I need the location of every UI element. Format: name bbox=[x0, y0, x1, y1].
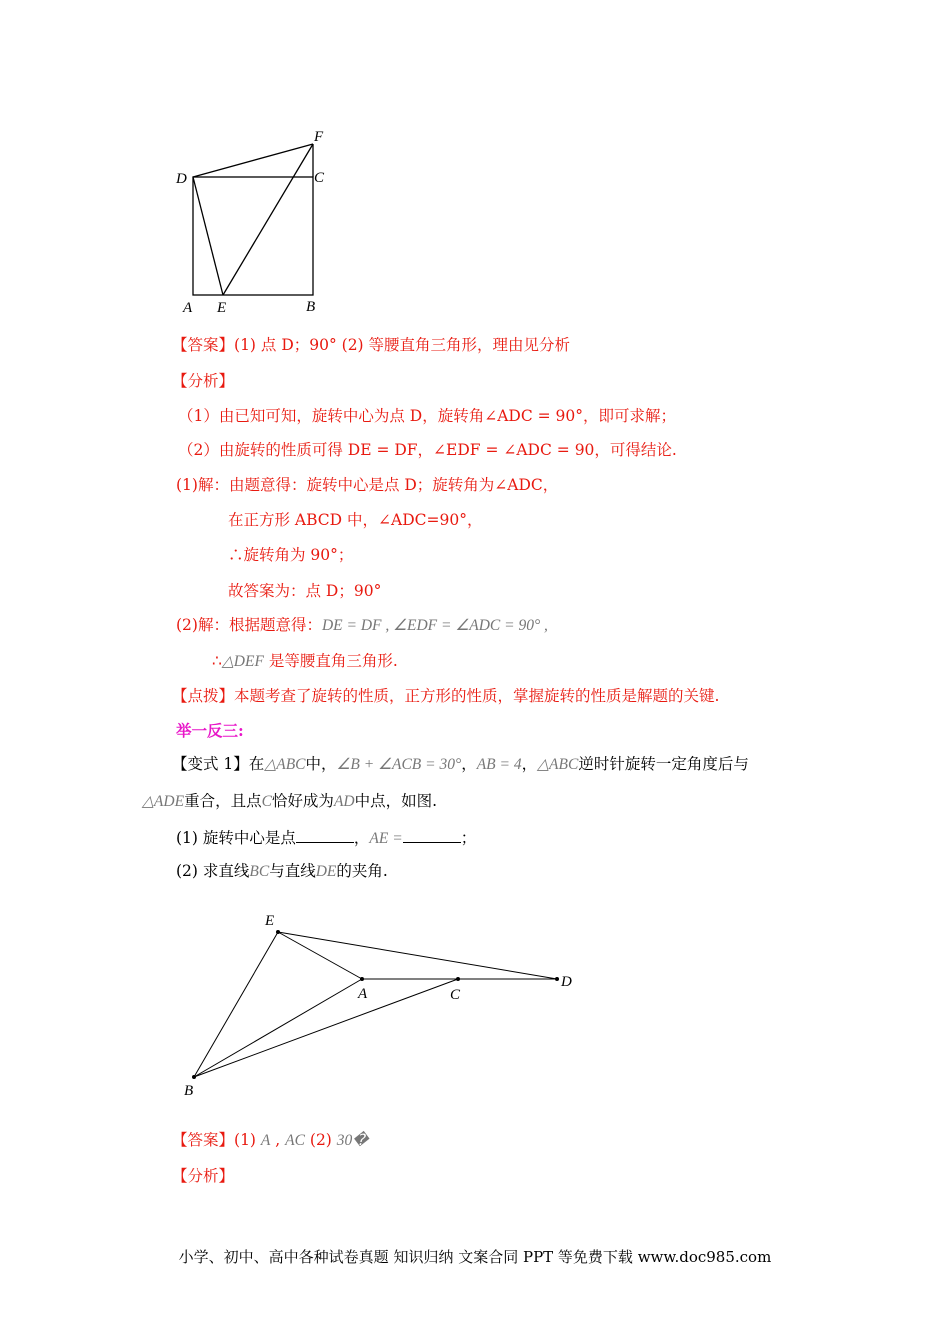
label-F: F bbox=[314, 129, 324, 145]
label-E: E bbox=[217, 300, 227, 316]
question-1: (1) 旋转中心是点 ，AE = ； bbox=[176, 826, 476, 850]
solution-2a: (2)解：根据题意得：DE = DF , ∠EDF = ∠ADC = 90° , bbox=[176, 616, 548, 634]
label-B2: B bbox=[184, 1083, 194, 1099]
analysis-1-tag: 【分析】 bbox=[172, 372, 235, 390]
label-C: C bbox=[314, 170, 325, 186]
analysis-2-tag: 【分析】 bbox=[172, 1167, 235, 1185]
label-E2: E bbox=[265, 913, 275, 929]
label-A2: A bbox=[358, 986, 368, 1002]
solution-1a: (1)解：由题意得：旋转中心是点 D；旋转角为∠ADC， bbox=[176, 476, 559, 494]
solution-1b: 在正方形 ABCD 中，∠ADC=90°， bbox=[228, 511, 483, 529]
section-heading: 举一反三: bbox=[176, 721, 244, 740]
label-D: D bbox=[176, 171, 187, 187]
variant-1-line2: △ADE重合，且点C恰好成为AD中点，如图. bbox=[142, 792, 438, 810]
answer-1: 【答案】(1) 点 D；90° (2) 等腰直角三角形，理由见分析 bbox=[172, 336, 571, 354]
solution-1c: ∴旋转角为 90°； bbox=[228, 546, 354, 564]
solution-2b: ∴△DEF 是等腰直角三角形. bbox=[212, 652, 398, 670]
rotation-figure bbox=[175, 905, 595, 1105]
label-D2: D bbox=[561, 974, 572, 990]
answer-2: 【答案】(1) A , AC (2) 30� bbox=[172, 1131, 369, 1149]
label-A: A bbox=[183, 300, 193, 316]
label-C2: C bbox=[450, 987, 461, 1003]
analysis-1-p2: （2）由旋转的性质可得 DE = DF，∠EDF = ∠ADC = 90，可得结论. bbox=[178, 441, 677, 459]
solution-1d: 故答案为：点 D；90° bbox=[228, 582, 382, 600]
variant-1-line1: 【变式 1】在△ABC中，∠B + ∠ACB = 30°，AB = 4，△ABC逆时针旋转一定角度后与 bbox=[172, 755, 749, 773]
tip: 【点拨】本题考查了旋转的性质，正方形的性质，掌握旋转的性质是解题的关键. bbox=[172, 687, 720, 705]
square-figure bbox=[170, 125, 340, 320]
answer-blank-1[interactable] bbox=[296, 826, 354, 843]
label-B: B bbox=[306, 299, 316, 315]
page-footer: 小学、初中、高中各种试卷真题 知识归纳 文案合同 PPT 等免费下载 www.doc985.com bbox=[178, 1248, 772, 1266]
answer-blank-2[interactable] bbox=[403, 826, 461, 843]
question-2: (2) 求直线BC与直线DE的夹角. bbox=[176, 862, 388, 880]
analysis-1-p1: （1）由已知可知，旋转中心为点 D，旋转角∠ADC = 90°，即可求解； bbox=[178, 407, 676, 425]
